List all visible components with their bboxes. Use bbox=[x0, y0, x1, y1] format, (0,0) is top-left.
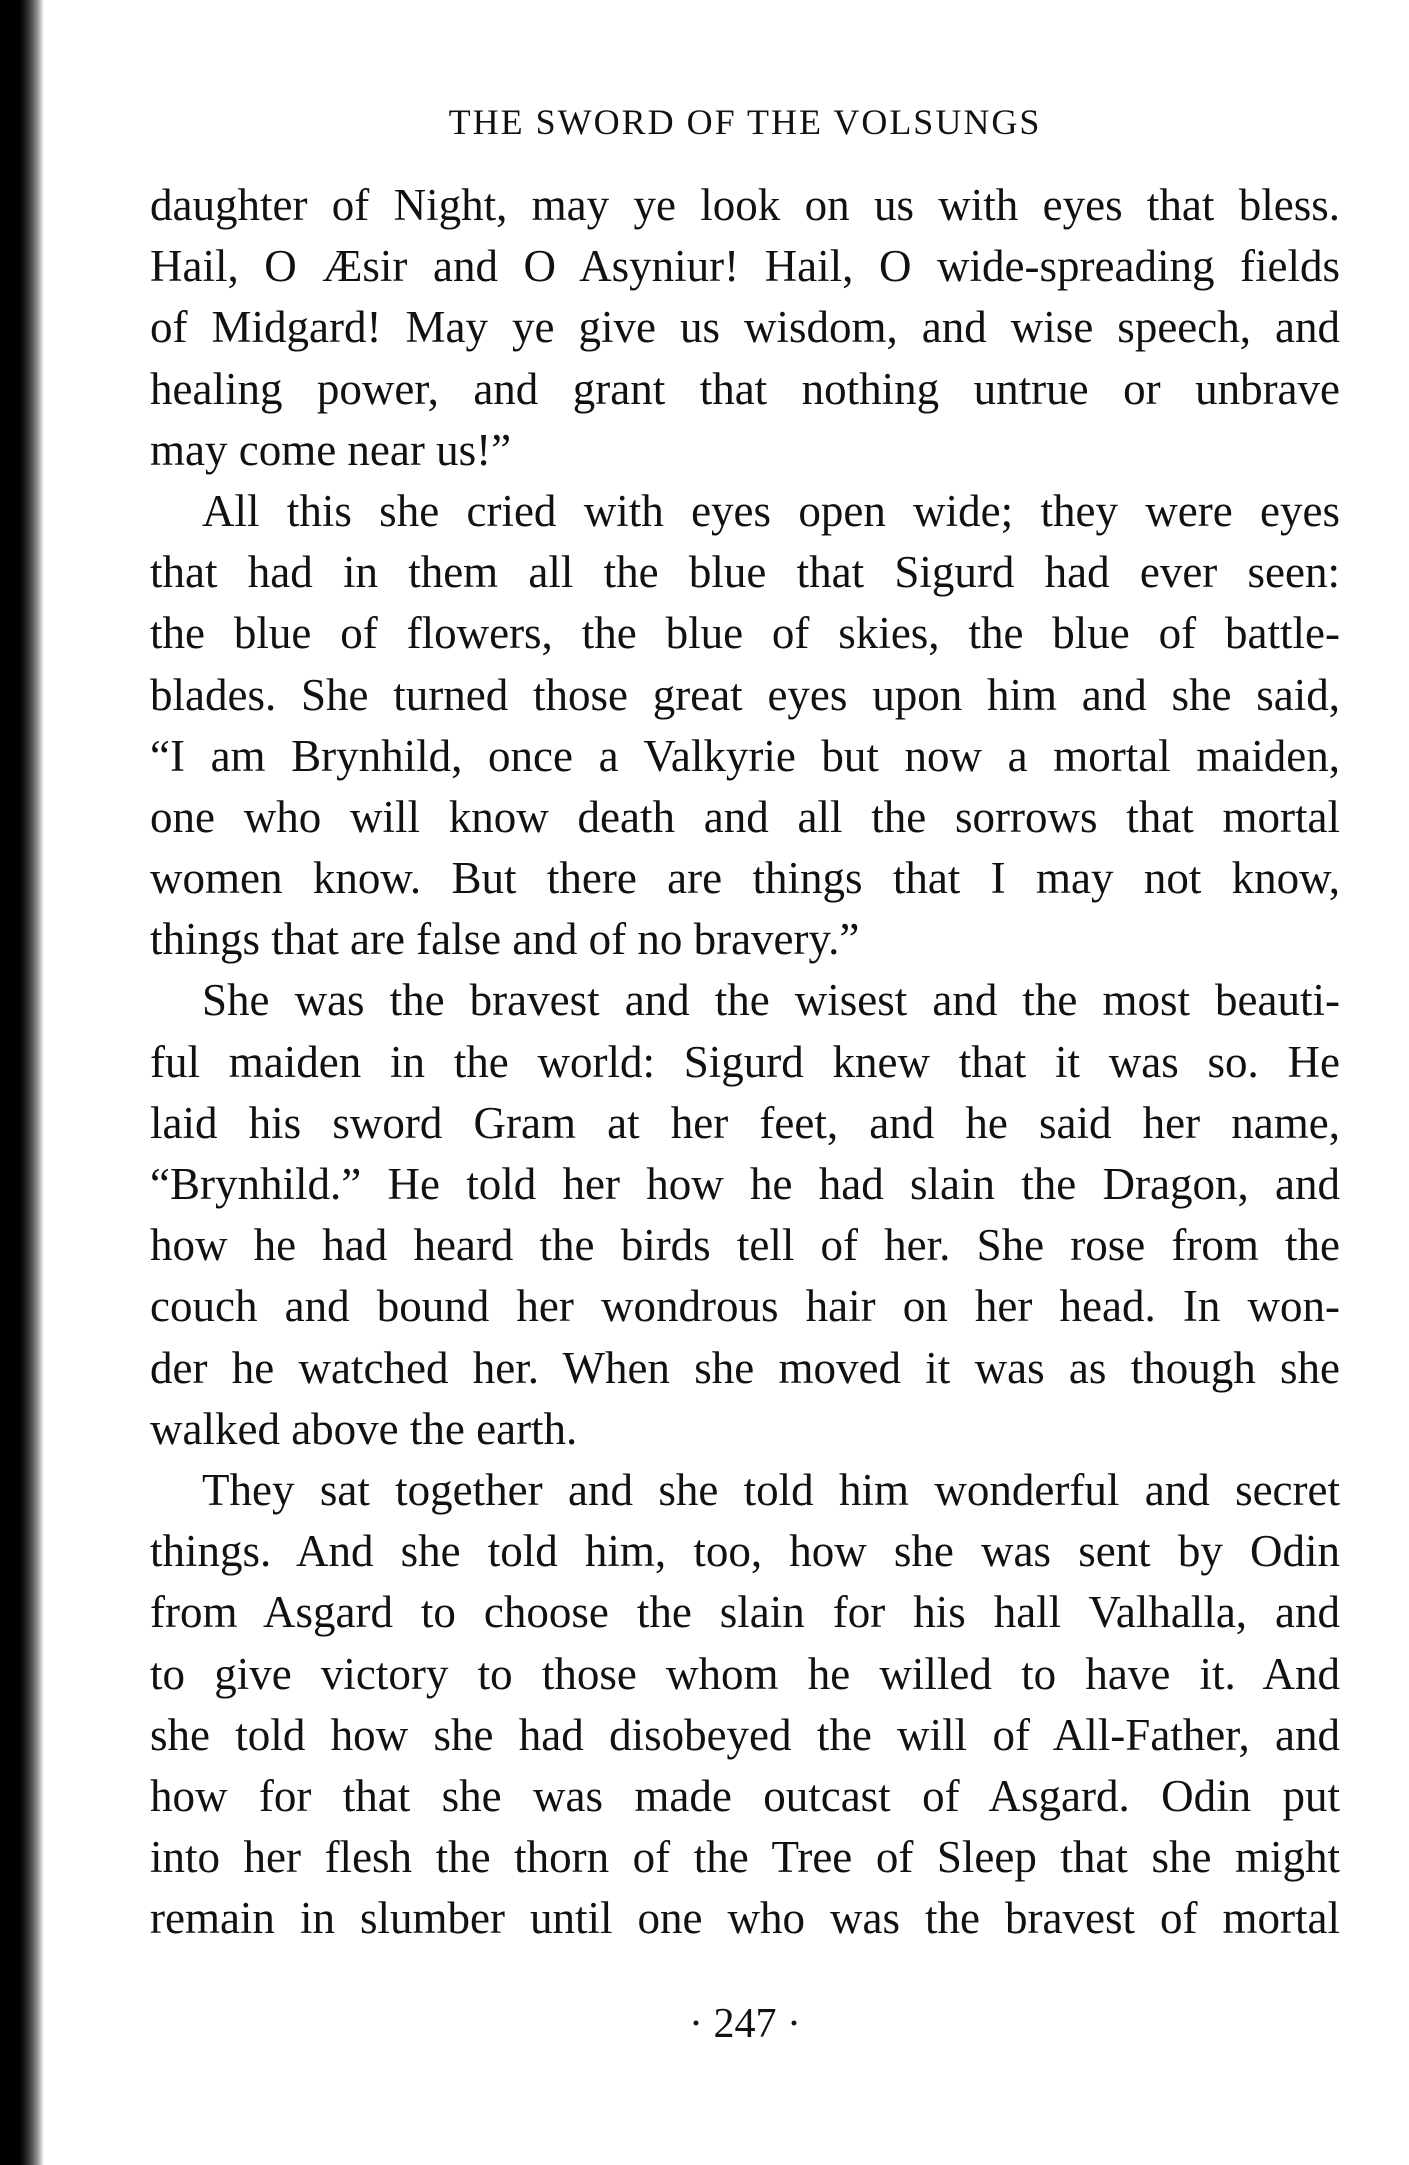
text-line: may come near us!” bbox=[150, 424, 512, 475]
text-line: to give victory to those whom he willed to have it. And bbox=[150, 1648, 1340, 1699]
text-line: ful maiden in the world: Sigurd knew that it was so. He bbox=[150, 1036, 1340, 1087]
text-line: blades. She turned those great eyes upon him and she said, bbox=[150, 669, 1340, 720]
running-head: THE SWORD OF THE VOLSUNGS bbox=[448, 102, 1042, 142]
text-line: walked above the earth. bbox=[150, 1403, 578, 1454]
text-line: “Brynhild.” He told her how he had slain the Dragon, and bbox=[150, 1159, 1340, 1209]
text-line: how for that she was made outcast of Asgard. Odin put bbox=[150, 1770, 1340, 1821]
text-line: of Midgard! May ye give us wisdom, and wise speech, and bbox=[150, 302, 1340, 353]
paragraph-first-line: They sat together and she told him wonderful and secret bbox=[202, 1464, 1340, 1515]
text-line: laid his sword Gram at her feet, and he said her name, bbox=[150, 1097, 1340, 1148]
text-line: women know. But there are things that I may not know, bbox=[150, 853, 1340, 904]
text-line: she told how she had disobeyed the will of All-Father, and bbox=[150, 1709, 1340, 1760]
text-line: remain in slumber until one who was the bravest of mortal bbox=[150, 1893, 1340, 1944]
text-line: “I am Brynhild, once a Valkyrie but now a mortal maiden, bbox=[150, 730, 1340, 781]
page-number: · 247 · bbox=[689, 2001, 801, 2047]
text-line: that had in them all the blue that Sigurd had ever seen: bbox=[150, 547, 1340, 598]
text-line: the blue of flowers, the blue of skies, the blue of battle- bbox=[150, 608, 1340, 659]
text-line: Hail, O Æsir and O Asyniur! Hail, O wide-spreading fields bbox=[150, 241, 1340, 292]
binding-edge bbox=[0, 0, 44, 2165]
text-line: couch and bound her wondrous hair on her head. In won- bbox=[150, 1281, 1340, 1332]
paragraph-first-line: All this she cried with eyes open wide; they were eyes bbox=[202, 485, 1340, 536]
text-line: one who will know death and all the sorrows that mortal bbox=[150, 791, 1340, 842]
paragraph-first-line: She was the bravest and the wisest and the most beauti- bbox=[202, 975, 1340, 1026]
text-line: things that are false and of no bravery.” bbox=[150, 914, 860, 965]
body-text bbox=[150, 175, 1340, 1949]
text-line: from Asgard to choose the slain for his hall Valhalla, and bbox=[150, 1587, 1340, 1638]
text-line: der he watched her. When she moved it was as though she bbox=[150, 1342, 1340, 1393]
text-line: daughter of Night, may ye look on us with eyes that bless. bbox=[150, 180, 1340, 230]
text-line: how he had heard the birds tell of her. She rose from the bbox=[150, 1220, 1340, 1271]
text-line: things. And she told him, too, how she was sent by Odin bbox=[150, 1526, 1340, 1577]
text-line: healing power, and grant that nothing untrue or unbrave bbox=[150, 363, 1340, 414]
text-line: into her flesh the thorn of the Tree of Sleep that she might bbox=[150, 1832, 1340, 1883]
